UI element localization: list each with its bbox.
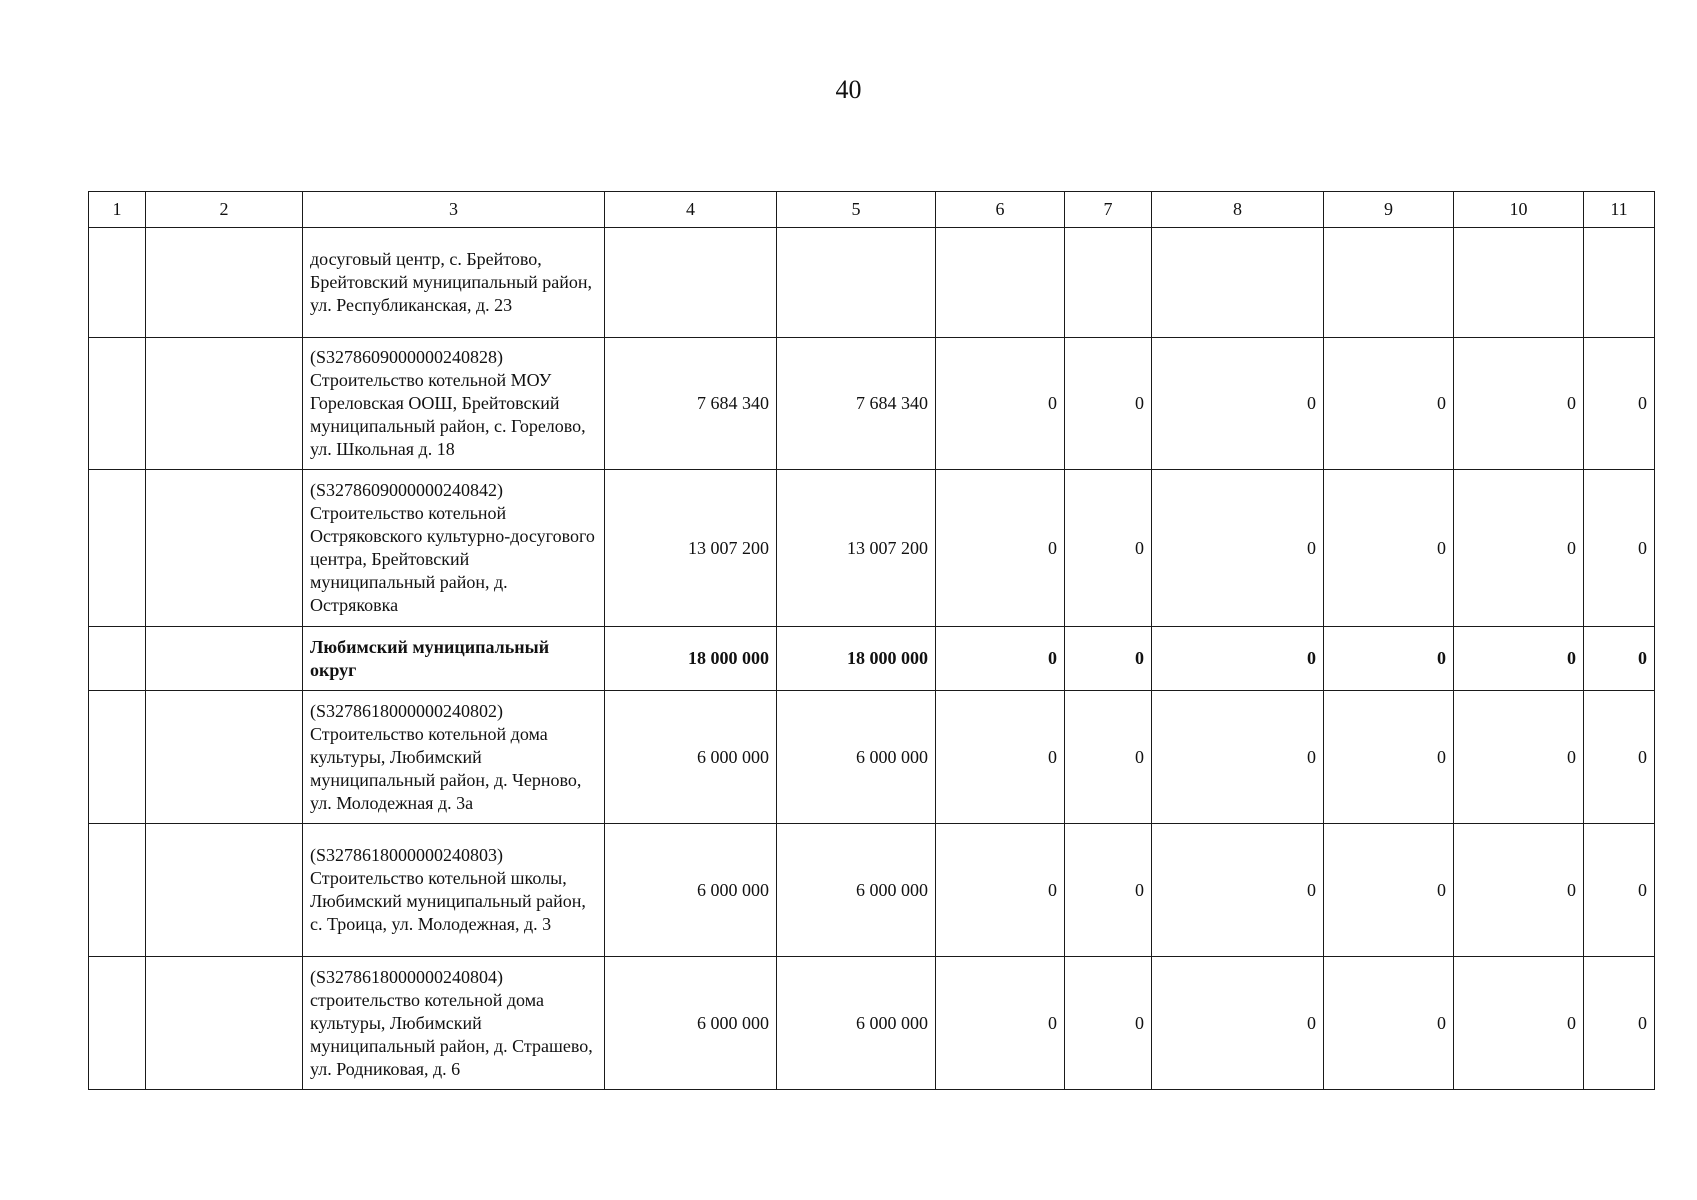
object-name: (S3278618000000240804) строительство котельной дома культуры, Любимский муниципальный район, д. Страшево, ул. Родниковая, д. 6: [303, 957, 605, 1090]
value-col-5: 6 000 000: [777, 957, 936, 1090]
value-col-11: 0: [1584, 691, 1655, 824]
column-header-4: 4: [605, 192, 777, 228]
value-col-11: 0: [1584, 470, 1655, 627]
value-col-6: 0: [936, 627, 1065, 691]
table-row: [89, 957, 1655, 1090]
cell-col-1: [89, 691, 146, 824]
value-col-6: 0: [936, 957, 1065, 1090]
value-col-8: 0: [1152, 824, 1324, 957]
value-col-5: 18 000 000: [777, 627, 936, 691]
value-col-6: 0: [936, 824, 1065, 957]
value-col-10: 0: [1454, 338, 1584, 470]
value-col-7: 0: [1065, 338, 1152, 470]
column-header-1: 1: [89, 192, 146, 228]
cell-col-1: [89, 470, 146, 627]
object-name: досуговый центр, с. Брейтово, Брейтовский муниципальный район, ул. Республиканская, д. 23: [303, 228, 605, 338]
budget-table: [88, 191, 1655, 1090]
value-col-8: 0: [1152, 691, 1324, 824]
table-row: [89, 228, 1655, 338]
value-col-7: 0: [1065, 627, 1152, 691]
cell-col-1: [89, 957, 146, 1090]
value-col-7: [1065, 228, 1152, 338]
object-name: (S3278618000000240802) Строительство котельной дома культуры, Любимский муниципальный район, д. Черново, ул. Молодежная д. 3а: [303, 691, 605, 824]
value-col-11: 0: [1584, 957, 1655, 1090]
cell-col-1: [89, 627, 146, 691]
column-header-6: 6: [936, 192, 1065, 228]
value-col-4: 6 000 000: [605, 824, 777, 957]
cell-col-2: [146, 338, 303, 470]
column-header-8: 8: [1152, 192, 1324, 228]
column-header-10: 10: [1454, 192, 1584, 228]
value-col-11: [1584, 228, 1655, 338]
value-col-6: 0: [936, 691, 1065, 824]
table-row: [89, 691, 1655, 824]
object-name: (S3278609000000240842) Строительство котельной Остряковского культурно-досугового центра, Брейтовский муниципальный район, д. Остряковка: [303, 470, 605, 627]
value-col-9: [1324, 228, 1454, 338]
value-col-4: 7 684 340: [605, 338, 777, 470]
cell-col-1: [89, 338, 146, 470]
cell-col-2: [146, 470, 303, 627]
cell-col-1: [89, 228, 146, 338]
value-col-7: 0: [1065, 470, 1152, 627]
value-col-7: 0: [1065, 691, 1152, 824]
value-col-9: 0: [1324, 470, 1454, 627]
value-col-5: 6 000 000: [777, 824, 936, 957]
value-col-9: 0: [1324, 957, 1454, 1090]
value-col-8: 0: [1152, 338, 1324, 470]
value-col-5: 6 000 000: [777, 691, 936, 824]
object-name: (S3278618000000240803) Строительство котельной школы, Любимский муниципальный район, с. Троица, ул. Молодежная, д. 3: [303, 824, 605, 957]
value-col-4: 6 000 000: [605, 957, 777, 1090]
value-col-5: 13 007 200: [777, 470, 936, 627]
cell-col-1: [89, 824, 146, 957]
value-col-4: [605, 228, 777, 338]
value-col-9: 0: [1324, 824, 1454, 957]
table-row: [89, 338, 1655, 470]
column-header-3: 3: [303, 192, 605, 228]
value-col-10: 0: [1454, 957, 1584, 1090]
value-col-10: 0: [1454, 691, 1584, 824]
value-col-6: [936, 228, 1065, 338]
cell-col-2: [146, 228, 303, 338]
table-row: [89, 824, 1655, 957]
cell-col-2: [146, 824, 303, 957]
cell-col-2: [146, 957, 303, 1090]
value-col-10: [1454, 228, 1584, 338]
cell-col-2: [146, 627, 303, 691]
column-header-9: 9: [1324, 192, 1454, 228]
object-name: (S3278609000000240828) Строительство котельной МОУ Гореловская ООШ, Брейтовский муниципальный район, с. Горелово, ул. Школьная д. 18: [303, 338, 605, 470]
column-header-5: 5: [777, 192, 936, 228]
value-col-4: 18 000 000: [605, 627, 777, 691]
value-col-4: 13 007 200: [605, 470, 777, 627]
page-number: 40: [835, 75, 862, 104]
value-col-8: [1152, 228, 1324, 338]
value-col-9: 0: [1324, 691, 1454, 824]
value-col-9: 0: [1324, 338, 1454, 470]
value-col-8: 0: [1152, 470, 1324, 627]
subtotal-row: [89, 627, 1655, 691]
value-col-7: 0: [1065, 957, 1152, 1090]
value-col-11: 0: [1584, 824, 1655, 957]
column-header-2: 2: [146, 192, 303, 228]
header-row: [89, 192, 1655, 228]
value-col-6: 0: [936, 338, 1065, 470]
value-col-10: 0: [1454, 824, 1584, 957]
column-header-7: 7: [1065, 192, 1152, 228]
value-col-4: 6 000 000: [605, 691, 777, 824]
cell-col-2: [146, 691, 303, 824]
district-name: Любимский муниципальный округ: [303, 627, 605, 691]
value-col-8: 0: [1152, 957, 1324, 1090]
value-col-9: 0: [1324, 627, 1454, 691]
table-row: [89, 470, 1655, 627]
column-header-11: 11: [1584, 192, 1655, 228]
value-col-6: 0: [936, 470, 1065, 627]
value-col-11: 0: [1584, 627, 1655, 691]
value-col-5: [777, 228, 936, 338]
value-col-8: 0: [1152, 627, 1324, 691]
value-col-5: 7 684 340: [777, 338, 936, 470]
value-col-10: 0: [1454, 470, 1584, 627]
value-col-10: 0: [1454, 627, 1584, 691]
value-col-11: 0: [1584, 338, 1655, 470]
value-col-7: 0: [1065, 824, 1152, 957]
